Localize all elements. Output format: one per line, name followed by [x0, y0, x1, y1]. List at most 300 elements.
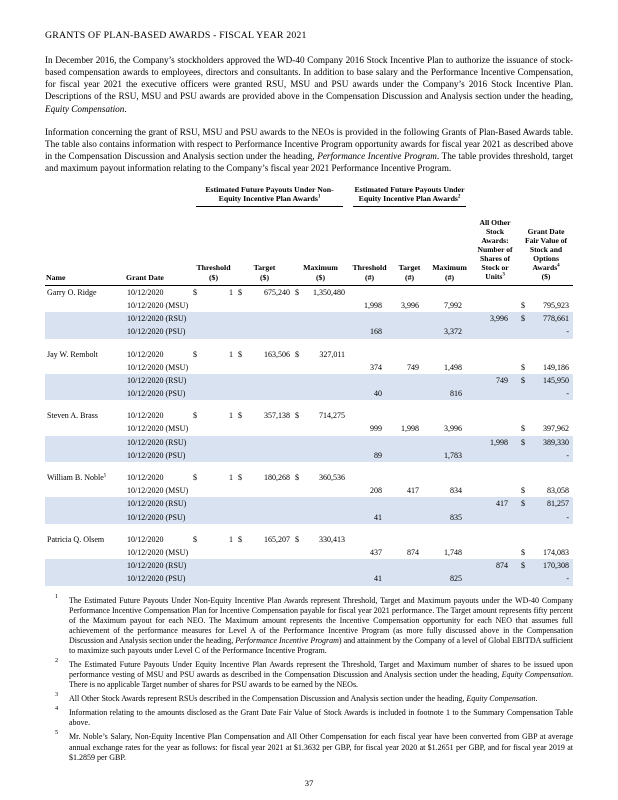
non-equity-payout-cell [293, 449, 348, 462]
table-row [45, 387, 573, 400]
executive-name-cell [45, 497, 125, 510]
all-other-stock-awards-cell [471, 471, 519, 484]
all-other-stock-awards-cell [471, 325, 519, 338]
group-header-label: Estimated Future Payouts Under Non-Equity Incentive Plan Awards [205, 185, 334, 204]
equity-payout-cell [428, 471, 471, 484]
table-cell [45, 339, 573, 348]
col-header-unit: ($) [208, 272, 219, 282]
footnote-text [69, 596, 573, 656]
grant-date-cell: 10/12/2020 [127, 287, 164, 297]
non-equity-payout-cell [191, 299, 236, 312]
grant-date-cell: 10/12/2020 [127, 473, 164, 483]
grant-date-fair-value-cell: $ 389,330 [519, 436, 573, 449]
table-row [45, 299, 573, 312]
grant-date-cell: 10/12/2020 (RSU) [125, 559, 191, 572]
executive-name-cell: Garry O. Ridge [47, 287, 97, 297]
equity-payout-cell: 1,783 [428, 449, 471, 462]
text-span: $ [238, 534, 242, 544]
equity-payout-cell [391, 471, 428, 484]
grant-date-cell: 10/12/2020 [127, 411, 164, 421]
table-cell [45, 400, 573, 409]
equity-payout-cell: 417 [407, 486, 420, 496]
executive-name-cell: Steven A. Brass [47, 411, 98, 421]
table-row [45, 449, 573, 462]
non-equity-payout-cell [293, 484, 348, 497]
text-span: $ [521, 437, 526, 447]
table-cell [45, 462, 573, 471]
non-equity-payout-cell [236, 422, 293, 435]
grant-date-fair-value-cell: - [519, 325, 573, 338]
all-other-stock-awards-cell: 874 [471, 559, 519, 572]
table-row [45, 312, 573, 325]
col-header-ne-target [236, 229, 293, 285]
footnote-text [69, 660, 573, 690]
equity-payout-cell: 834 [450, 486, 463, 496]
non-equity-payout-cell: $ 327,011 [295, 349, 346, 359]
non-equity-payout-cell: $ 1 [193, 473, 233, 483]
text-span: $ [193, 534, 197, 544]
executive-name-cell [45, 572, 125, 585]
spacer-row [45, 400, 573, 409]
equity-payout-cell [391, 285, 428, 299]
equity-payout-cell: 437 [370, 547, 383, 557]
footnote-number: 4 [55, 705, 59, 713]
text-span: Information concerning the grant of RSU, MSU and PSU awards to the NEOs is provided in the following Grants of Plan-Based Awards table. The table also contains information with respect to Performance Incentive Program opportunity awards for fiscal year 2021 as described above in the Compensation Discussion and Analysis section under the heading, [45, 126, 573, 161]
non-equity-payout-cell [236, 546, 293, 559]
all-other-stock-awards-cell [471, 348, 519, 361]
footnote [45, 592, 574, 656]
executive-name-cell [45, 511, 125, 524]
non-equity-payout-cell [293, 374, 348, 387]
footnote-ref: 2 [457, 194, 461, 200]
executive-name-cell [45, 436, 125, 449]
equity-payout-cell [428, 436, 471, 449]
non-equity-payout-cell [191, 387, 236, 400]
equity-payout-cell [391, 511, 428, 524]
equity-payout-cell: 208 [370, 486, 383, 496]
equity-payout-cell: 168 [348, 325, 391, 338]
paragraph [45, 54, 573, 115]
spacer-row [45, 339, 573, 348]
grant-date-fair-value-cell [519, 285, 573, 299]
executive-name-cell [45, 546, 125, 559]
grant-date-fair-value-cell: $ 149,186 [521, 362, 570, 372]
spacer-row [45, 462, 573, 471]
equity-payout-cell [391, 325, 428, 338]
executive-name-cell [45, 484, 125, 497]
grant-date-cell: 10/12/2020 [127, 349, 164, 359]
text-span: Performance Incentive Program [317, 150, 437, 161]
non-equity-payout-cell [191, 511, 236, 524]
grant-date-fair-value-cell: - [519, 511, 573, 524]
col-header-grant-date: Grant Date [125, 229, 191, 285]
equity-payout-cell: 1,998 [364, 300, 383, 310]
non-equity-payout-cell: $ 714,275 [295, 411, 346, 421]
footnote-number: 2 [55, 656, 59, 664]
executive-name-cell: Patricia Q. Olsem [47, 534, 105, 544]
executive-name-cell [45, 325, 125, 338]
footnote [45, 705, 573, 728]
non-equity-payout-cell [293, 546, 348, 559]
text-span: The Estimated Future Payouts Under Non-Equity Incentive Plan Awards represent Threshold, Target and Maximum payouts under the WD-40 Company Performance Incentive Compensation Plan for Incentive Compensation payable for fiscal year 2021 performance. The Target amount represents fifty percent of the Maximum payout for each NEO. The Maximum amount represents the Incentive Compensation opportunity for each NEO that assumes full achievement of the performance measures for Level A of the Performance Incentive Program (as more fully discussed above in the Compensation Discussion and Analysis section under the heading, [69, 595, 573, 645]
executive-name-cell [45, 387, 125, 400]
text-span: $ [521, 300, 526, 310]
grant-date-cell: 10/12/2020 (PSU) [125, 325, 191, 338]
all-other-stock-awards-cell [471, 533, 519, 546]
non-equity-payout-cell [293, 511, 348, 524]
text-span: Mr. Noble’s Salary, Non-Equity Incentive Plan Compensation and All Other Compensation for each fiscal year have been converted from GBP at average annual exchange rates for the year as follows: for fiscal year 2021 at $1.3632 per GBP, for fiscal year 2020 at $1.2651 per GBP, and for fiscal year 2019 at $1.2859 per GBP. [69, 732, 573, 762]
all-other-stock-awards-cell [471, 299, 519, 312]
table-row [45, 422, 573, 435]
text-span: . The table provides threshold, target and maximum payout information relating to the Company’s fiscal year 2021 Performance Incentive Program. [45, 150, 574, 174]
equity-payout-cell [391, 409, 428, 422]
grant-date-cell: 10/12/2020 [127, 534, 164, 544]
table-row [45, 348, 573, 361]
equity-payout-cell [391, 312, 428, 325]
grant-date-cell: 10/12/2020 (RSU) [125, 312, 191, 325]
table-group-header-row [45, 185, 573, 229]
equity-payout-cell [428, 497, 471, 510]
col-header-ne-threshold [191, 229, 236, 285]
non-equity-payout-cell [293, 559, 348, 572]
table-row [45, 497, 573, 510]
equity-payout-cell: 835 [428, 511, 471, 524]
equity-payout-cell: 749 [407, 362, 420, 372]
grant-date-fair-value-cell [519, 533, 573, 546]
non-equity-payout-cell [191, 559, 236, 572]
non-equity-payout-cell [236, 374, 293, 387]
text-span: $ [238, 411, 242, 421]
footnote-text [69, 732, 573, 762]
footnotes [45, 592, 574, 763]
table-row [45, 533, 573, 546]
group-header-equity-text [353, 185, 466, 206]
non-equity-payout-cell [236, 325, 293, 338]
equity-payout-cell [348, 312, 391, 325]
equity-payout-cell: 874 [407, 547, 420, 557]
text-span: Equity Compensation [501, 670, 572, 680]
footnote-ref: 4 [557, 263, 560, 269]
footnote-number: 5 [55, 729, 59, 737]
non-equity-payout-cell [191, 374, 236, 387]
text-span: $ [238, 349, 242, 359]
non-equity-payout-cell [191, 361, 236, 374]
executive-name-cell [45, 361, 125, 374]
table-row [45, 361, 573, 374]
equity-payout-cell [348, 285, 391, 299]
equity-payout-cell [391, 436, 428, 449]
text-span: $ [521, 486, 526, 496]
all-other-stock-awards-cell [471, 387, 519, 400]
text-span: $ [521, 547, 526, 557]
intro-paragraphs [45, 54, 573, 174]
all-other-stock-awards-cell [471, 484, 519, 497]
equity-payout-cell: 374 [370, 362, 383, 372]
text-span: The Estimated Future Payouts Under Equity Incentive Plan Awards represent the Threshold, Target and Maximum number of shares to be issued upon performance vesting of MSU and PSU awards as described in the Compensation Discussion and Analysis section under the heading, [69, 659, 573, 680]
non-equity-payout-cell: $ 1,350,480 [295, 287, 346, 297]
table-row [45, 511, 573, 524]
equity-payout-cell [348, 374, 391, 387]
text-span: $ [521, 362, 526, 372]
non-equity-payout-cell [191, 484, 236, 497]
executive-name-cell [45, 312, 125, 325]
grant-date-fair-value-cell [519, 471, 573, 484]
equity-payout-cell [428, 409, 471, 422]
col-header-label: Target [398, 263, 421, 273]
equity-payout-cell: 7,992 [444, 300, 463, 310]
footnote-ref: 3 [502, 272, 505, 278]
grant-date-fair-value-cell: $ 83,058 [521, 486, 570, 496]
non-equity-payout-cell: $ 360,536 [295, 473, 346, 483]
all-other-stock-awards-cell [471, 546, 519, 559]
col-header-eq-maximum [428, 229, 471, 285]
equity-payout-cell: 41 [348, 572, 391, 585]
text-span: $ [521, 375, 526, 385]
table-head [45, 185, 573, 285]
table-cell [45, 524, 573, 533]
col-header-grant-date-fair-value [519, 185, 573, 285]
non-equity-payout-cell: $ 1 [193, 411, 233, 421]
page-number: 37 [304, 778, 314, 788]
non-equity-payout-cell [236, 387, 293, 400]
executive-name-cell [45, 299, 125, 312]
footnote-text [69, 708, 573, 728]
non-equity-payout-cell [236, 312, 293, 325]
equity-payout-cell [391, 387, 428, 400]
non-equity-payout-cell [236, 511, 293, 524]
non-equity-payout-cell: $ 1 [193, 287, 233, 297]
table-row [45, 374, 573, 387]
executive-name-cell: William B. Noble$^5$ [47, 473, 107, 483]
non-equity-payout-cell [236, 559, 293, 572]
all-other-stock-awards-cell: 3,996 [471, 312, 519, 325]
equity-payout-cell [348, 436, 391, 449]
grant-date-cell: 10/12/2020 (MSU) [127, 300, 189, 310]
col-header-unit: ($) [541, 271, 551, 281]
col-header-unit: ($) [315, 272, 326, 282]
grant-date-fair-value-cell [519, 409, 573, 422]
non-equity-payout-cell [191, 449, 236, 462]
executive-name-cell: Jay W. Rembolt [47, 349, 98, 359]
all-other-stock-awards-cell: 749 [471, 374, 519, 387]
all-other-stock-awards-cell [471, 361, 519, 374]
text-span: In December 2016, the Company’s stockholders approved the WD-40 Company 2016 Stock Incentive Plan to authorize the issuance of stock-based compensation awards to employees, directors and consultants. In addition to base salary and the Performance Incentive Compensation, for fiscal year 2021 the executive officers were granted RSU, MSU and PSU awards under the Company’s 2016 Stock Incentive Plan. Descriptions of the RSU, MSU and PSU awards are provided above in the Compensation Discussion and Analysis section under the heading, [45, 55, 573, 102]
grants-table-body [45, 285, 573, 585]
col-header-label: Target [253, 263, 276, 273]
equity-payout-cell [348, 348, 391, 361]
non-equity-payout-cell [236, 299, 293, 312]
text-span: . There is no applicable Target number of shares for PSU awards to be earned by the NEOs. [69, 670, 574, 690]
grant-date-fair-value-cell: - [519, 449, 573, 462]
text-span: $ [521, 424, 526, 434]
non-equity-payout-cell [293, 312, 348, 325]
text-span: $ [193, 473, 197, 483]
grant-date-fair-value-cell: $ 145,950 [519, 374, 573, 387]
executive-name-cell [45, 449, 125, 462]
grant-date-cell: 10/12/2020 (PSU) [125, 511, 191, 524]
non-equity-payout-cell [236, 436, 293, 449]
non-equity-payout-cell [236, 449, 293, 462]
text-span: $ [521, 561, 526, 571]
text-span: . [535, 694, 538, 704]
paragraph [45, 126, 573, 175]
table-row [45, 546, 573, 559]
table-row [45, 436, 573, 449]
text-span: $ [238, 287, 242, 297]
group-header-label: Estimated Future Payouts Under Equity Incentive Plan Awards [354, 185, 465, 204]
equity-payout-cell: 825 [428, 572, 471, 585]
non-equity-payout-cell [236, 361, 293, 374]
equity-payout-cell [391, 572, 428, 585]
equity-payout-cell [348, 533, 391, 546]
equity-payout-cell: 3,996 [401, 300, 420, 310]
grant-date-fair-value-cell: $ 170,308 [519, 559, 573, 572]
grant-date-fair-value-cell: $ 174,083 [521, 547, 570, 557]
grant-date-cell: 10/12/2020 (PSU) [125, 387, 191, 400]
executive-name-cell [45, 559, 125, 572]
text-span: $ [193, 349, 197, 359]
equity-payout-cell: 1,998 [401, 424, 420, 434]
all-other-stock-awards-cell: 417 [471, 497, 519, 510]
text-span: $ [521, 314, 526, 324]
non-equity-payout-cell [191, 572, 236, 585]
executive-name-cell [45, 422, 125, 435]
equity-payout-cell [391, 348, 428, 361]
group-header-non-equity [191, 185, 348, 229]
table-row [45, 285, 573, 299]
grant-date-cell: 10/12/2020 (RSU) [125, 436, 191, 449]
executive-name-cell [45, 374, 125, 387]
footnote-text [69, 694, 573, 704]
text-span: Equity Compensation [45, 103, 125, 114]
footnote [45, 729, 573, 762]
equity-payout-cell [428, 374, 471, 387]
equity-payout-cell: 999 [370, 424, 383, 434]
col-header-label: Grant Date Fair Value of Stock and Options Awards [525, 227, 568, 272]
spacer-row [45, 524, 573, 533]
all-other-stock-awards-cell [471, 285, 519, 299]
table-row [45, 471, 573, 484]
equity-payout-cell [428, 559, 471, 572]
non-equity-payout-cell [293, 299, 348, 312]
equity-payout-cell [391, 559, 428, 572]
equity-payout-cell: 816 [428, 387, 471, 400]
equity-payout-cell: 1,498 [444, 362, 463, 372]
non-equity-payout-cell: $ 357,138 [238, 411, 290, 421]
grant-date-cell: 10/12/2020 (MSU) [127, 547, 189, 557]
non-equity-payout-cell [293, 361, 348, 374]
non-equity-payout-cell: $ 330,413 [295, 534, 346, 544]
equity-payout-cell: 40 [348, 387, 391, 400]
group-header-equity [348, 185, 471, 229]
all-other-stock-awards-cell [471, 572, 519, 585]
text-span: $ [295, 349, 299, 359]
all-other-stock-awards-cell [471, 409, 519, 422]
table-row [45, 572, 573, 585]
superscript: 5 [103, 473, 107, 479]
equity-payout-cell [348, 471, 391, 484]
grant-date-cell: 10/12/2020 (RSU) [125, 497, 191, 510]
non-equity-payout-cell [191, 497, 236, 510]
footnote-number: 1 [55, 592, 59, 600]
header-spacer [45, 185, 191, 229]
non-equity-payout-cell [293, 387, 348, 400]
equity-payout-cell: 89 [348, 449, 391, 462]
equity-payout-cell [348, 559, 391, 572]
text-span: Equity Compensation [466, 694, 536, 704]
col-header-name: Name [45, 229, 125, 285]
page-title: GRANTS OF PLAN-BASED AWARDS - FISCAL YEAR 2021 [45, 30, 307, 41]
text-span: $ [295, 411, 299, 421]
grant-date-cell: 10/12/2020 (PSU) [125, 449, 191, 462]
non-equity-payout-cell [293, 572, 348, 585]
table-row [45, 325, 573, 338]
non-equity-payout-cell: $ 165,207 [238, 534, 290, 544]
col-header-eq-threshold [348, 229, 391, 285]
text-span: Performance Incentive Program [235, 635, 339, 645]
footnote-number: 3 [55, 691, 59, 699]
equity-payout-cell: 41 [348, 511, 391, 524]
non-equity-payout-cell [293, 436, 348, 449]
equity-payout-cell [391, 497, 428, 510]
equity-payout-cell [391, 374, 428, 387]
non-equity-payout-cell [191, 546, 236, 559]
equity-payout-cell [391, 533, 428, 546]
table-row [45, 484, 573, 497]
equity-payout-cell [428, 348, 471, 361]
equity-payout-cell: 3,372 [428, 325, 471, 338]
col-header-ne-maximum [293, 229, 348, 285]
grant-date-fair-value-cell: - [519, 572, 573, 585]
col-header-eq-target [391, 229, 428, 285]
non-equity-payout-cell: $ 180,268 [238, 473, 290, 483]
grants-table [45, 185, 573, 585]
text-span: $ [521, 499, 526, 509]
text-span: $ [238, 473, 242, 483]
grant-date-fair-value-cell: - [519, 387, 573, 400]
grant-date-fair-value-cell: $ 397,962 [521, 424, 570, 434]
non-equity-payout-cell [236, 497, 293, 510]
text-span: Information relating to the amounts disclosed as the Grant Date Fair Value of Stock Awards is included in footnote 1 to the Summary Compensation Table above. [69, 708, 573, 728]
non-equity-payout-cell [293, 325, 348, 338]
non-equity-payout-cell: $ 163,506 [238, 349, 290, 359]
text-span: $ [295, 473, 299, 483]
col-header-label: All Other Stock Awards: Number of Shares of Stock or Units [477, 218, 513, 281]
all-other-stock-awards-cell [471, 449, 519, 462]
non-equity-payout-cell [236, 572, 293, 585]
text-span: ) and attainment by the Company of a level of Global EBITDA sufficient to maximize such payouts under Level C of the Performance Incentive Program. [69, 635, 574, 655]
equity-payout-cell [348, 409, 391, 422]
grant-date-fair-value-cell [519, 348, 573, 361]
col-header-unit: (#) [444, 272, 455, 282]
text-span: $ [295, 534, 299, 544]
equity-payout-cell [428, 285, 471, 299]
non-equity-payout-cell [236, 484, 293, 497]
footnote [45, 691, 573, 704]
all-other-stock-awards-cell: 1,998 [471, 436, 519, 449]
col-header-unit: (#) [404, 272, 415, 282]
grant-date-fair-value-cell: $ 795,923 [521, 300, 570, 310]
col-header-unit: (#) [364, 272, 375, 282]
table-row [45, 559, 573, 572]
equity-payout-cell [348, 497, 391, 510]
all-other-stock-awards-cell [471, 422, 519, 435]
col-header-unit: ($) [259, 272, 270, 282]
grant-date-fair-value-cell: $ 778,661 [519, 312, 573, 325]
equity-payout-cell [391, 449, 428, 462]
non-equity-payout-cell [293, 497, 348, 510]
text-span: . [124, 103, 127, 114]
